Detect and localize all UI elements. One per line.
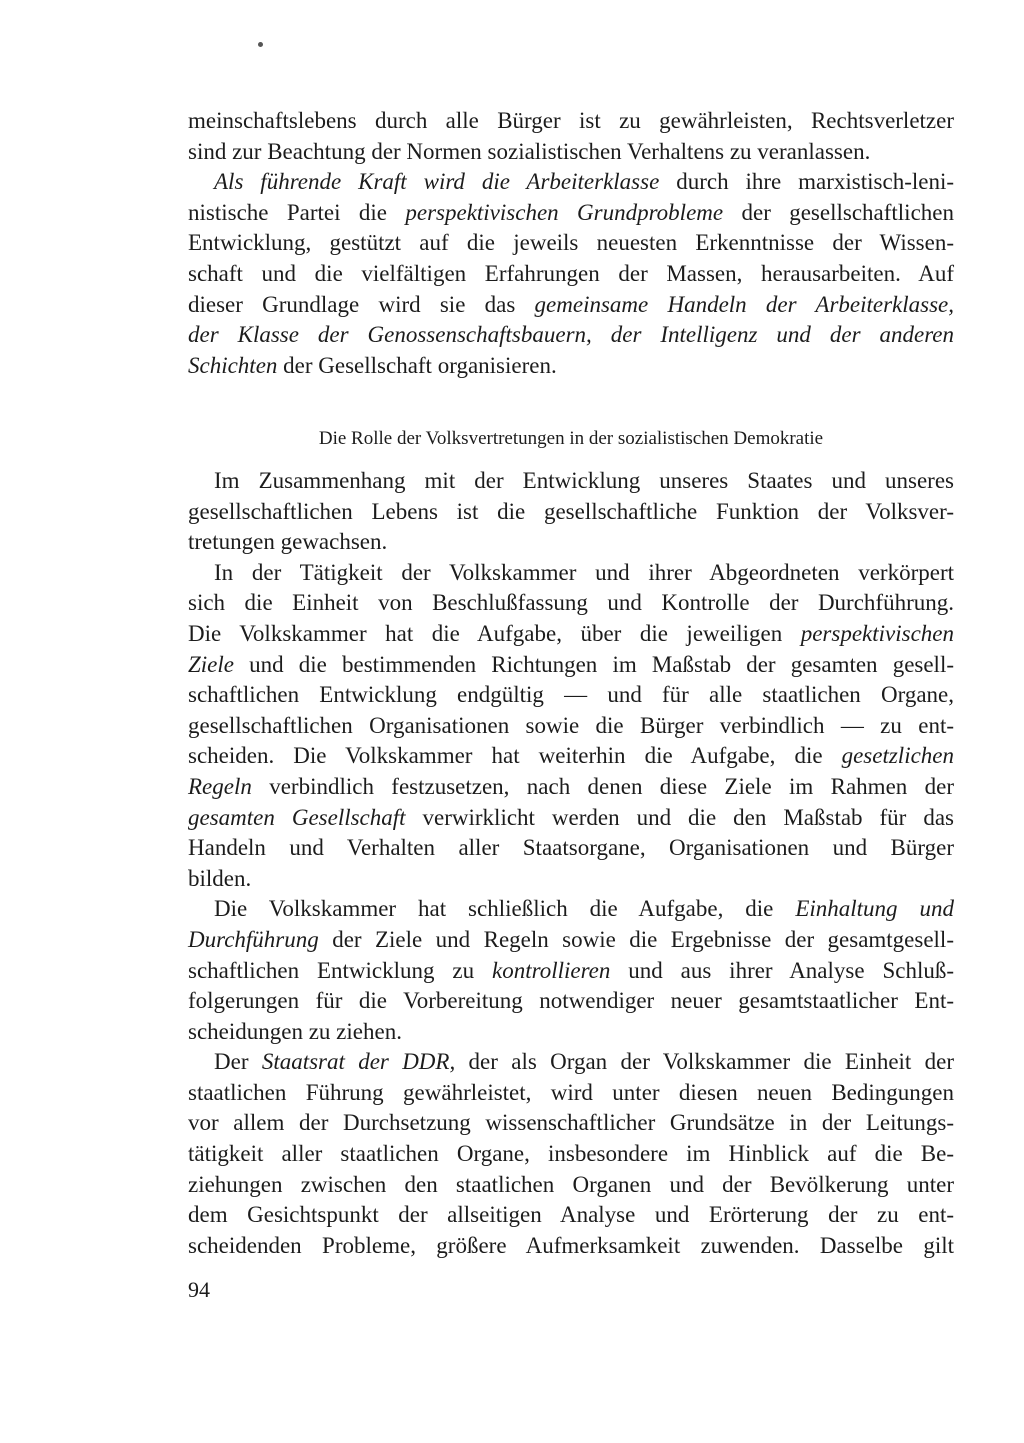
emphasis-text: Als führende Kraft wird die Arbeiterklasse (214, 169, 660, 195)
emphasis-text: Regeln (188, 773, 252, 799)
text-span: In der Tätigkeit der Volkskammer und ihrer Abgeordneten verkörpert (214, 559, 954, 585)
text-span: scheiden. Die Volkskammer hat weiterhin die Aufgabe, die (188, 743, 842, 769)
text-span: verwirklicht werden und die den Maßstab für das (405, 804, 954, 830)
text-span: der als Organ der Volkskammer die Einheit der (455, 1049, 955, 1075)
text-span: Die Volkskammer hat die Aufgabe, über die jeweiligen (188, 620, 801, 646)
text-line (188, 106, 954, 137)
text-line (188, 351, 954, 382)
text-span: Im Zusammenhang mit der Entwicklung unseres Staates und unseres (214, 468, 954, 493)
text-span: dieser Grundlage wird sie das (188, 291, 535, 317)
text-span: tätigkeit aller staatlichen Organe, insbesondere im Hinblick auf die Be- (188, 1141, 954, 1167)
text-span: sind zur Beachtung der Normen sozialistischen Verhaltens zu veranlassen. (188, 138, 871, 164)
emphasis-text: perspektivischen Grundprobleme (405, 199, 724, 225)
text-span: schaft und die vielfältigen Erfahrungen der Massen, herausarbeiten. Auf (188, 260, 954, 286)
text-span: und aus ihrer Analyse Schluß- (610, 957, 954, 983)
text-block-top (188, 106, 954, 381)
text-span: der Gesellschaft organisieren. (277, 352, 557, 378)
text-span: Die Volkskammer hat schließlich die Aufgabe, die (214, 896, 796, 922)
text-span: meinschaftslebens durch alle Bürger ist zu gewährleisten, Rechtsverletzer (188, 108, 954, 133)
text-line (188, 894, 954, 925)
text-line (188, 833, 954, 864)
text-span: nistische Partei die (188, 199, 406, 225)
text-span: dem Gesichtspunkt der allseitigen Analyse und Erörterung der zu ent- (188, 1202, 954, 1228)
text-span: folgerungen für die Vorbereitung notwendiger neuer gesamtstaatlicher Ent- (188, 988, 954, 1014)
text-line (188, 1047, 954, 1078)
text-line (188, 558, 954, 589)
emphasis-text: kontrollieren (492, 957, 611, 983)
text-span: schaftlichen Entwicklung endgültig — und für alle staatlichen Organe, (188, 682, 954, 708)
text-line (188, 650, 954, 681)
text-line (188, 588, 954, 619)
emphasis-text: Durchführung (188, 926, 319, 952)
text-span: schaftlichen Entwicklung zu (188, 957, 492, 983)
text-span: tretungen gewachsen. (188, 529, 388, 555)
text-line (188, 137, 954, 168)
text-line (188, 1139, 954, 1170)
text-line (188, 527, 954, 558)
text-span: Der (214, 1049, 262, 1075)
text-line (188, 680, 954, 711)
page-number: 94 (188, 1277, 210, 1302)
text-span: Entwicklung, gestützt auf die jeweils neuesten Erkenntnisse der Wissen- (188, 230, 954, 256)
text-line (188, 619, 954, 650)
text-span: Handeln und Verhalten aller Staatsorgane, Organisationen und Bürger (188, 835, 954, 861)
text-span: und die bestimmenden Richtungen im Maßstab der gesamten gesell- (234, 651, 954, 677)
emphasis-text: gemeinsame Handeln der Arbeiterklasse, (534, 291, 954, 317)
emphasis-text: Staatsrat der DDR, (261, 1049, 456, 1075)
text-line (188, 711, 954, 742)
emphasis-text: der Klasse der Genossenschaftsbauern, der Intelligenz und der anderen (188, 322, 954, 348)
ink-speck (258, 42, 263, 47)
text-span: durch ihre marxistisch-leni- (659, 169, 954, 195)
text-span: der Ziele und Regeln sowie die Ergebnisse der gesamtgesell- (318, 926, 954, 952)
emphasis-text: Einhaltung und (795, 896, 954, 922)
text-line (188, 1231, 954, 1262)
text-line (188, 466, 954, 497)
emphasis-text: Schichten (188, 352, 278, 378)
text-span: scheidungen zu ziehen. (188, 1018, 402, 1044)
text-span: der gesellschaftlichen (723, 199, 954, 225)
text-block-main (188, 466, 954, 1261)
text-line (188, 198, 954, 229)
text-line (188, 497, 954, 528)
text-span: verbindlich festzusetzen, nach denen diese Ziele im Rahmen der (251, 773, 954, 799)
section-heading: Die Rolle der Volksvertretungen in der sozialistischen Demokratie (318, 428, 824, 449)
text-line (188, 167, 954, 198)
text-span: bilden. (188, 865, 252, 891)
emphasis-text: gesamten Gesellschaft (188, 804, 406, 830)
text-line (188, 803, 954, 834)
text-line (188, 772, 954, 803)
text-line (188, 290, 954, 321)
emphasis-text: gesetzlichen (841, 743, 954, 769)
text-line (188, 228, 954, 259)
text-line (188, 925, 954, 956)
text-span: sich die Einheit von Beschlußfassung und Kontrolle der Durchführung. (188, 590, 954, 616)
text-line (188, 1078, 954, 1109)
text-line (188, 320, 954, 351)
text-line (188, 1170, 954, 1201)
text-line (188, 1108, 954, 1139)
text-span: ziehungen zwischen den staatlichen Organen und der Bevölkerung unter (188, 1171, 954, 1197)
text-span: scheidenden Probleme, größere Aufmerksamkeit zuwenden. Dasselbe gilt (188, 1232, 954, 1258)
text-line (188, 741, 954, 772)
text-line (188, 1017, 954, 1048)
text-line (188, 956, 954, 987)
emphasis-text: perspektivischen (800, 620, 954, 646)
text-span: vor allem der Durchsetzung wissenschaftlicher Grundsätze in der Leitungs- (188, 1110, 954, 1136)
text-span: staatlichen Führung gewährleistet, wird unter diesen neuen Bedingungen (188, 1079, 954, 1105)
text-line (188, 259, 954, 290)
text-line (188, 864, 954, 895)
text-line (188, 986, 954, 1017)
text-line (188, 1200, 954, 1231)
text-span: gesellschaftlichen Organisationen sowie die Bürger verbindlich — zu ent- (188, 712, 954, 738)
emphasis-text: Ziele (188, 651, 234, 677)
text-span: gesellschaftlichen Lebens ist die gesellschaftliche Funktion der Volksver- (188, 498, 954, 524)
